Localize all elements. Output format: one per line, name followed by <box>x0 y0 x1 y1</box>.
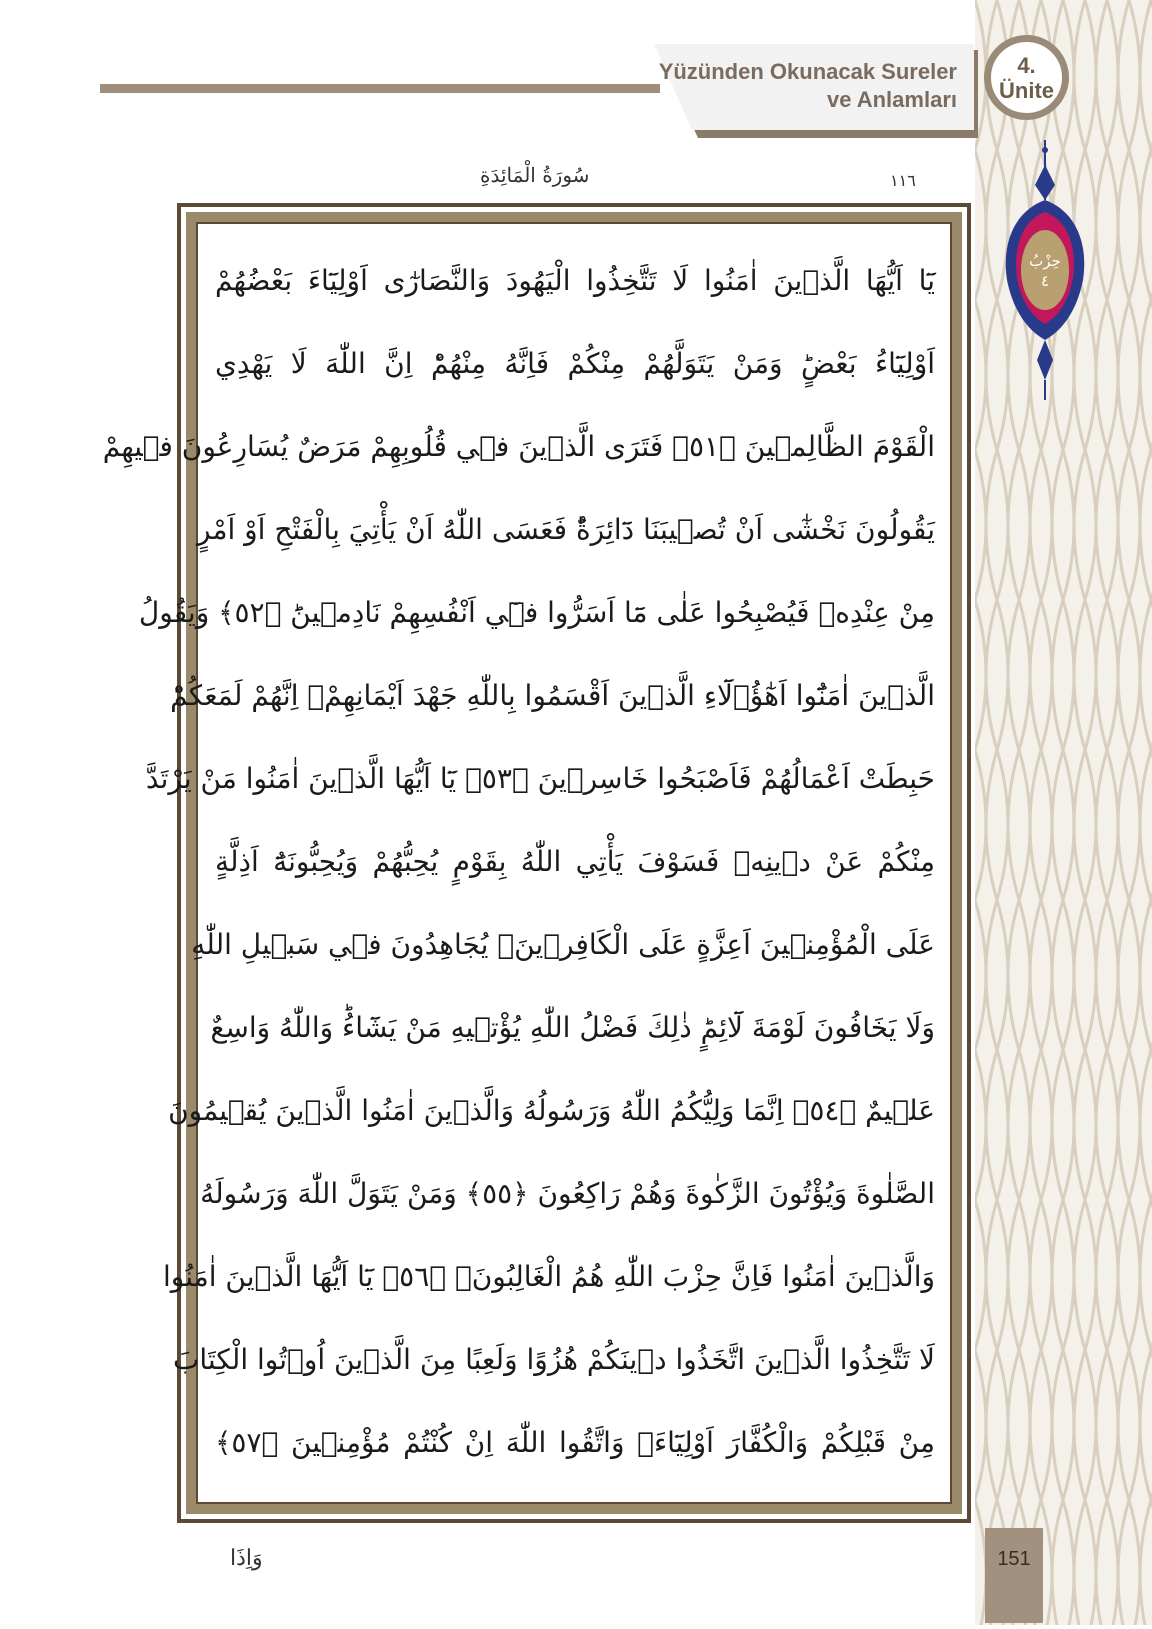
quran-line: الْقَوْمَ الظَّالِم۪ينَ ﴿٥١﴾ فَتَرَى الَّذ۪ينَ ف۪ي قُلُوبِهِمْ مَرَضٌ يُسَارِعُونَ ف۪يهِمْ <box>102 430 935 463</box>
quran-line: الَّذ۪ينَ اٰمَنُٓوا اَهٰٓؤُ۬لَٓاءِ الَّذ۪ينَ اَقْسَمُوا بِاللّٰهِ جَهْدَ اَيْمَانِهِمْۙ اِنَّهُمْ لَمَعَكُمْؕ <box>170 679 935 712</box>
quran-line: يَقُولُونَ نَخْشٰٓى اَنْ تُص۪يبَنَا دَٓائِرَةٌؕ فَعَسَى اللّٰهُ اَنْ يَأْتِيَ بِالْفَتْحِ اَوْ اَمْرٍ <box>197 513 935 546</box>
header-rule <box>100 84 660 93</box>
quran-line: حَبِطَتْ اَعْمَالُهُمْ فَاَصْبَحُوا خَاسِر۪ينَ ﴿٥٣﴾ يَٓا اَيُّهَا الَّذ۪ينَ اٰمَنُوا مَنْ يَرْتَدَّ <box>145 762 935 795</box>
quran-line: مِنْ قَبْلِكُمْ وَالْكُفَّارَ اَوْلِيَٓاءَۚ وَاتَّقُوا اللّٰهَ اِنْ كُنْتُمْ مُؤْمِن۪ينَ ﴿٥٧﴾ <box>215 1426 935 1459</box>
mushaf-page-number: ١١٦ <box>890 171 916 190</box>
quran-line: يَٓا اَيُّهَا الَّذ۪ينَ اٰمَنُوا لَا تَتَّخِذُوا الْيَهُودَ وَالنَّصَارٰٓى اَوْلِيَٓاءَ بَعْضُهُمْ <box>215 264 935 297</box>
hizb-label: حِزْبُ <box>1029 252 1061 270</box>
unit-number: 4. <box>1017 53 1036 78</box>
quran-line: عَلَى الْمُؤْمِن۪ينَ اَعِزَّةٍ عَلَى الْكَافِر۪ينَۘ يُجَاهِدُونَ ف۪ي سَب۪يلِ اللّٰهِ <box>191 928 935 961</box>
quran-line: مِنْكُمْ عَنْ د۪ينِه۪ فَسَوْفَ يَأْتِي اللّٰهُ بِقَوْمٍ يُحِبُّهُمْ وَيُحِبُّونَهُٓ اَذِلَّةٍ <box>215 845 935 878</box>
hizb-ornament-icon <box>1003 140 1087 400</box>
unit-badge <box>984 35 1069 120</box>
quran-line: اَوْلِيَٓاءُ بَعْضٍؕ وَمَنْ يَتَوَلَّهُمْ مِنْكُمْ فَاِنَّهُ مِنْهُمْؕ اِنَّ اللّٰهَ لَا يَهْدِي <box>215 347 935 380</box>
quran-line: عَل۪يمٌ ﴿٥٤﴾ اِنَّمَا وَلِيُّكُمُ اللّٰهُ وَرَسُولُهُ وَالَّذ۪ينَ اٰمَنُوا الَّذ۪ينَ يُق۪يمُونَ <box>168 1094 935 1127</box>
header-title-line1: Yüzünden Okunacak Sureler <box>658 59 957 84</box>
hizb-number: ٤ <box>1040 272 1050 290</box>
quran-line: مِنْ عِنْدِه۪ فَيُصْبِحُوا عَلٰى مَٓا اَسَرُّوا ف۪ٓي اَنْفُسِهِمْ نَادِم۪ينَؕ ﴿٥٢﴾ وَيَقُولُ <box>138 596 935 629</box>
quran-line: وَلَا يَخَافُونَ لَوْمَةَ لَٓائِمٍؕ ذٰلِكَ فَضْلُ اللّٰهِ يُؤْت۪يهِ مَنْ يَشَٓاءُؕ وَاللّٰهُ وَاسِعٌ <box>210 1011 935 1044</box>
page-number-tab <box>985 1528 1043 1623</box>
catchword: وَاِذَا <box>230 1546 263 1571</box>
header-title-line2: ve Anlamları <box>826 87 957 112</box>
quran-line: وَالَّذ۪ينَ اٰمَنُوا فَاِنَّ حِزْبَ اللّٰهِ هُمُ الْغَالِبُونَ۟ ﴿٥٦﴾ يَٓا اَيُّهَا الَّذ۪ينَ اٰمَنُوا <box>163 1260 935 1293</box>
header-title <box>659 58 957 114</box>
book-page-number: 151 <box>997 1548 1031 1570</box>
sura-name: سُورَةُ الْمَائِدَةِ <box>480 163 590 187</box>
quran-line: لَا تَتَّخِذُوا الَّذ۪ينَ اتَّخَذُوا د۪ينَكُمْ هُزُوًا وَلَعِبًا مِنَ الَّذ۪ينَ اُو۫تُوا الْكِتَابَ <box>172 1343 935 1376</box>
quran-text-block <box>102 245 935 1505</box>
quran-line: الصَّلٰوةَ وَيُؤْتُونَ الزَّكٰوةَ وَهُمْ رَاكِعُونَ ﴿٥٥﴾ وَمَنْ يَتَوَلَّ اللّٰهَ وَرَسُولَهُ <box>200 1177 935 1210</box>
unit-label: Ünite <box>999 78 1054 103</box>
